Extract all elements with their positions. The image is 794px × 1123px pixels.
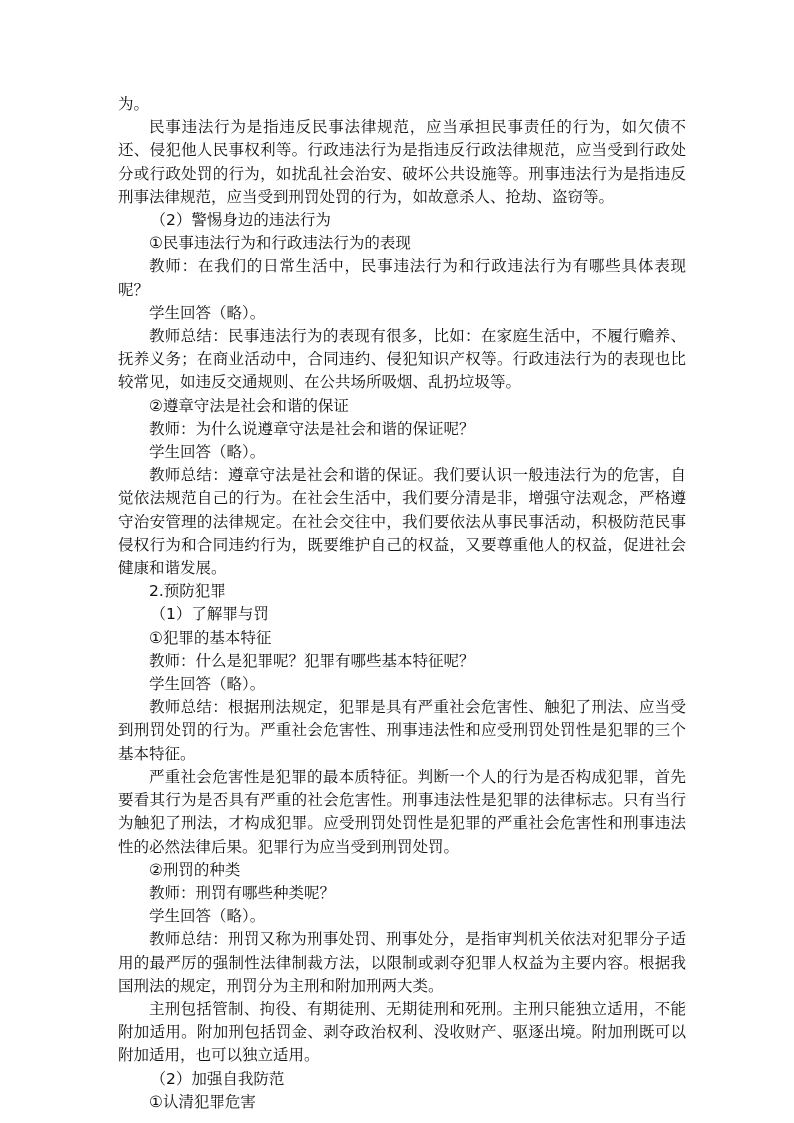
teacher-summary: 教师总结：根据刑法规定，犯罪是具有严重社会危害性、触犯了刑法、应当受到刑罚处罚的行为。严重社会危害性、刑事违法性和应受刑罚处罚性是犯罪的三个基本特征。 — [118, 698, 686, 763]
section-heading-self-protection: （2）加强自我防范 — [150, 1069, 285, 1088]
section-heading-crime-and-punishment: （1）了解罪与罚 — [150, 605, 269, 624]
subheading-recognize-crime-harm: ①认清犯罪危害 — [149, 1092, 256, 1111]
section-heading-beware-illegal-acts: （2）警惕身边的违法行为 — [150, 211, 331, 230]
subheading-crime-features: ①犯罪的基本特征 — [149, 628, 272, 647]
teacher-question: 教师：在我们的日常生活中，民事违法行为和行政违法行为有哪些具体表现呢？ — [118, 257, 686, 299]
teacher-summary: 教师总结：民事违法行为的表现有很多，比如：在家庭生活中，不履行赡养、抚养义务；在商业活动中，合同违约、侵犯知识产权等。行政违法行为的表现也比较常见，如违反交通规则、在公共场所吸烟、乱扔垃圾等。 — [118, 327, 686, 392]
student-answer: 学生回答（略）。 — [149, 675, 266, 694]
teacher-question: 教师：为什么说遵章守法是社会和谐的保证呢？ — [149, 419, 475, 438]
paragraph-continuation: 为。 — [118, 95, 150, 113]
section-heading-prevent-crime: 2.预防犯罪 — [149, 582, 226, 601]
teacher-question: 教师：刑罚有哪些种类呢？ — [149, 883, 336, 902]
student-answer: 学生回答（略）。 — [149, 907, 266, 926]
student-answer: 学生回答（略）。 — [149, 443, 266, 462]
document-body — [118, 93, 686, 1114]
subheading-penalty-types: ②刑罚的种类 — [149, 860, 241, 879]
teacher-summary: 教师总结：刑罚又称为刑事处罚、刑事处分，是指审判机关依法对犯罪分子适用的最严厉的强制性法律制裁方法，以限制或剥夺犯罪人权益为主要内容。根据我国刑法的规定，刑罚分为主刑和附加刑两大类。 — [118, 930, 686, 995]
paragraph-illegal-acts-types: 民事违法行为是指违反民事法律规范，应当承担民事责任的行为，如欠债不还、侵犯他人民事权利等。行政违法行为是指违反行政法律规范，应当受到行政处分或行政处罚的行为，如扰乱社会治安、破坏公共设施等。刑事违法行为是指违反刑事法律规范，应当受到刑罚处罚的行为，如故意杀人、抢劫、盗窃等。 — [118, 118, 686, 206]
paragraph-principal-supplementary-penalties: 主刑包括管制、拘役、有期徒刑、无期徒刑和死刑。主刑只能独立适用，不能附加适用。附加刑包括罚金、剥夺政治权利、没收财产、驱逐出境。附加刑既可以附加适用，也可以独立适用。 — [118, 999, 686, 1065]
student-answer: 学生回答（略）。 — [149, 303, 266, 322]
teacher-question: 教师：什么是犯罪呢？犯罪有哪些基本特征呢？ — [149, 651, 475, 670]
subheading-civil-admin-manifestations: ①民事违法行为和行政违法行为的表现 — [149, 234, 411, 253]
paragraph-crime-features-detail: 严重社会危害性是犯罪的最本质特征。判断一个人的行为是否构成犯罪，首先要看其行为是否具有严重的社会危害性。刑事违法性是犯罪的法律标志。只有当行为触犯了刑法，才构成犯罪。应受刑罚处罚性是犯罪的严重社会危害性和刑事违法性的必然法律后果。犯罪行为应当受到刑罚处罚。 — [118, 767, 686, 856]
teacher-summary: 教师总结：遵章守法是社会和谐的保证。我们要认识一般违法行为的危害，自觉依法规范自己的行为。在社会生活中，我们要分清是非，增强守法观念，严格遵守治安管理的法律规定。在社会交往中，我们要依法从事民事活动，积极防范民事侵权行为和合同违约行为，既要维护自己的权益，又要尊重他人的权益，促进社会健康和谐发展。 — [118, 466, 686, 578]
subheading-law-abiding-harmony: ②遵章守法是社会和谐的保证 — [149, 396, 349, 415]
